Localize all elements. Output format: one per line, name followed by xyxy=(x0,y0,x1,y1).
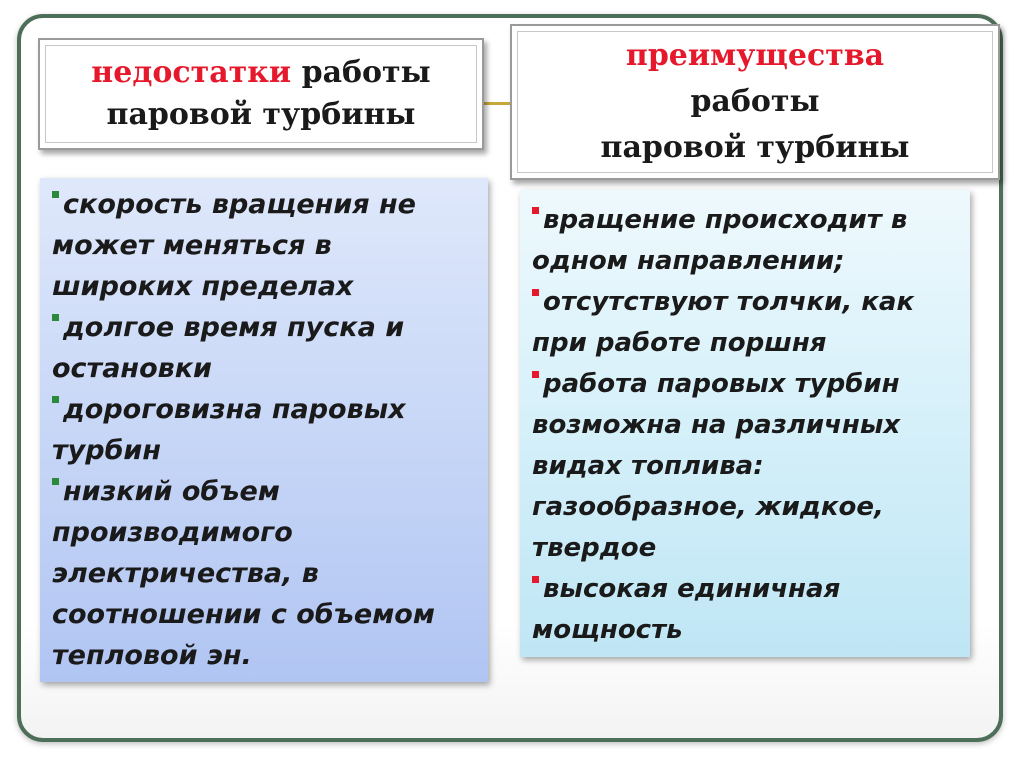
disadvantages-header-rest: работы xyxy=(291,55,431,90)
square-bullet-icon xyxy=(52,314,59,321)
advantages-highlight: преимущества xyxy=(625,38,885,73)
list-item xyxy=(532,200,960,282)
square-bullet-icon xyxy=(52,191,59,198)
list-item xyxy=(52,184,478,307)
advantage-text: вращение происходит в одном направлении; xyxy=(532,205,908,276)
square-bullet-icon xyxy=(532,289,539,296)
disadvantages-header-line1 xyxy=(91,52,430,94)
square-bullet-icon xyxy=(532,371,539,378)
advantages-header-line2: работы xyxy=(690,84,820,119)
advantage-text: отсутствуют толчки, как при работе поршня xyxy=(532,287,915,358)
advantage-text: работа паровых турбин возможна на различных видах топлива: газообразное, жидкое, твердое xyxy=(532,369,901,563)
advantage-text: высокая единичная мощность xyxy=(532,574,841,645)
disadvantage-text: скорость вращения не может меняться в широких пределах xyxy=(52,189,416,302)
advantages-header xyxy=(510,24,1000,180)
disadvantage-text: дороговизна паровых турбин xyxy=(52,394,406,466)
square-bullet-icon xyxy=(532,207,539,214)
advantages-list xyxy=(520,190,970,657)
list-item xyxy=(52,471,478,676)
square-bullet-icon xyxy=(52,478,59,485)
advantages-header-line3: паровой турбины xyxy=(600,130,910,165)
disadvantages-list xyxy=(40,178,488,682)
disadvantage-text: долгое время пуска и остановки xyxy=(52,312,405,384)
list-item xyxy=(532,282,960,364)
disadvantages-header-line2: паровой турбины xyxy=(106,97,416,132)
list-item xyxy=(532,364,960,569)
square-bullet-icon xyxy=(52,396,59,403)
disadvantage-text: низкий объем производимого электричества, в соотношении с объемом тепловой эн. xyxy=(52,476,435,671)
list-item xyxy=(52,389,478,471)
disadvantages-highlight: недостатки xyxy=(91,55,292,90)
list-item xyxy=(52,307,478,389)
disadvantages-header xyxy=(38,38,484,150)
square-bullet-icon xyxy=(532,576,539,583)
list-item xyxy=(532,569,960,651)
